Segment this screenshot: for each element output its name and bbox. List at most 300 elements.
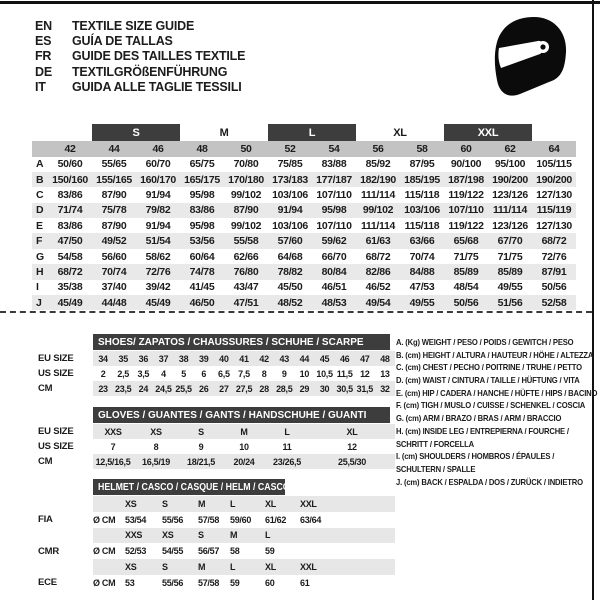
value-cell: 39: [199, 353, 209, 364]
row-label: CM: [38, 456, 53, 467]
size-value-cell: 95/100: [494, 158, 526, 171]
size-value-cell: 44/48: [101, 296, 127, 309]
spacer-cell: [532, 124, 576, 141]
size-value-cell: 75/85: [277, 158, 303, 171]
size-value-cell: 39/42: [145, 281, 171, 294]
size-value-cell: 48/52: [277, 296, 303, 309]
spacer-cell: [93, 559, 125, 575]
size-value-cell: 91/94: [145, 219, 171, 232]
size-value-cell: 103/106: [272, 188, 308, 201]
size-value-cell: 49/52: [101, 235, 127, 248]
value-cell: L: [284, 426, 290, 437]
row-letter: C: [36, 188, 44, 201]
size-value-cell: 47/50: [57, 235, 83, 248]
value-cell: 46: [339, 353, 350, 364]
value-cell: 11: [282, 441, 292, 452]
size-header-row: [32, 141, 576, 157]
language-title: GUIDE DES TAILLES TEXTILE: [72, 49, 246, 64]
spacer-cell: [93, 528, 125, 544]
homologation-label: FIA: [38, 514, 53, 526]
size-value-cell: 103/106: [272, 219, 308, 232]
size-value-cell: 99/102: [230, 219, 262, 232]
size-value-cell: 61/63: [365, 235, 391, 248]
size-value-cell: 46/52: [365, 281, 391, 294]
measurement-row: [32, 218, 576, 233]
value-cell: 25,5: [175, 383, 192, 394]
value-cell: 40: [219, 353, 229, 364]
helmet-size-cell: M: [198, 498, 206, 509]
language-code: EN: [35, 18, 52, 33]
helmet-size-cell: XXL: [300, 498, 317, 509]
size-value-cell: 111/114: [360, 219, 396, 232]
value-cell: XL: [346, 426, 358, 437]
value-cell: 29: [299, 383, 310, 394]
value-cell: 47: [360, 353, 370, 364]
size-value-cell: 127/130: [536, 188, 572, 201]
size-value-cell: 70/74: [409, 250, 435, 263]
size-value-cell: 170/180: [228, 173, 264, 186]
size-value-cell: 80/84: [321, 265, 347, 278]
helmet-table: [30, 479, 395, 591]
value-cell: 55/56: [162, 514, 184, 525]
value-cell: 24: [138, 383, 149, 394]
size-header-cell: 46: [152, 142, 164, 155]
size-value-cell: 70/74: [101, 265, 127, 278]
size-value-cell: 107/110: [316, 188, 352, 201]
size-group-row: [32, 124, 576, 141]
size-group-m: M: [219, 126, 229, 139]
size-value-cell: 78/82: [277, 265, 303, 278]
helmet-value-row: [30, 575, 395, 591]
spacer-cell: [30, 479, 93, 495]
helmet-size-cell: XL: [265, 562, 276, 573]
size-value-cell: 173/183: [272, 173, 308, 186]
size-value-cell: 123/126: [492, 219, 528, 232]
row-label: EU SIZE: [38, 426, 74, 437]
helmet-sizes: [93, 496, 395, 512]
value-cell: S: [198, 426, 204, 437]
value-cell: XXS: [104, 426, 122, 437]
gloves-row: [30, 424, 395, 439]
size-value-cell: 57/60: [277, 235, 303, 248]
size-value-cell: 68/72: [57, 265, 83, 278]
size-value-cell: 190/200: [536, 173, 572, 186]
size-header-cell: 56: [372, 142, 384, 155]
size-header-cell: 64: [548, 142, 560, 155]
value-cell: 56/57: [198, 546, 220, 557]
legend-line: SCHRITT / FORCELLA: [396, 438, 474, 449]
size-value-cell: 51/54: [145, 235, 171, 248]
gloves-table: [30, 407, 395, 469]
helmet-size-cell: M: [230, 530, 238, 541]
legend-line: B. (cm) HEIGHT / ALTURA / HAUTEUR / HÖHE / ALTEZZA: [396, 349, 594, 360]
size-value-cell: 49/55: [409, 296, 435, 309]
size-value-cell: 115/118: [404, 188, 440, 201]
size-value-cell: 53/56: [189, 235, 215, 248]
value-cell: 28,5: [276, 383, 293, 394]
value-cell: 45: [319, 353, 330, 364]
size-value-cell: 90/100: [450, 158, 482, 171]
measurement-row: [32, 295, 576, 310]
size-value-cell: 60/64: [189, 250, 215, 263]
helmet-values: [93, 575, 395, 591]
size-value-cell: 111/114: [360, 188, 396, 201]
gloves-row: [30, 454, 395, 469]
helmet-size-cell: L: [230, 498, 236, 509]
value-cell: 57/58: [198, 514, 220, 525]
gloves-row: [30, 439, 395, 454]
spacer-cell: [93, 496, 125, 512]
size-value-cell: 127/130: [536, 219, 572, 232]
size-value-cell: 105/115: [536, 158, 572, 171]
size-value-cell: 72/76: [145, 265, 171, 278]
value-cell: 59/60: [230, 514, 252, 525]
row-letter: H: [36, 265, 44, 278]
size-value-cell: 177/187: [316, 173, 352, 186]
size-value-cell: 43/47: [233, 281, 259, 294]
helmet-size-row: [30, 496, 395, 512]
legend-line: F. (cm) TIGH / MUSLO / CUISSE / SCHENKEL / COSCIA: [396, 400, 586, 411]
size-value-cell: 87/91: [541, 265, 567, 278]
value-cell: 37: [158, 353, 169, 364]
size-value-cell: 45/49: [57, 296, 83, 309]
spacer-cell: [30, 334, 93, 350]
value-cell: 9: [281, 368, 287, 379]
row-letter: F: [36, 235, 43, 248]
size-value-cell: 51/56: [497, 296, 523, 309]
language-code: ES: [35, 33, 52, 48]
value-cell: 23,5: [115, 383, 132, 394]
size-header-cell: 42: [64, 142, 76, 155]
size-value-cell: 79/82: [145, 204, 171, 217]
helmet-size-cell: S: [162, 498, 168, 509]
size-value-cell: 41/45: [189, 281, 215, 294]
size-value-cell: 47/53: [409, 281, 435, 294]
diameter-unit: Ø CM: [93, 514, 116, 525]
size-value-cell: 37/40: [101, 281, 127, 294]
size-value-cell: 95/98: [321, 204, 347, 217]
value-cell: 35: [118, 353, 128, 364]
value-cell: 23/26,5: [273, 456, 301, 467]
helmet-values: [93, 512, 395, 528]
value-cell: 63/64: [300, 514, 322, 525]
row-letter: E: [36, 219, 43, 232]
value-cell: 61: [300, 577, 310, 588]
size-value-cell: 65/68: [453, 235, 479, 248]
value-cell: 58: [230, 546, 240, 557]
size-value-cell: 45/50: [277, 281, 303, 294]
value-cell: 36: [138, 353, 149, 364]
value-cell: 42: [259, 353, 269, 364]
shoes-title: SHOES/ ZAPATOS / CHAUSSURES / SCHUHE / SCARPE: [98, 336, 364, 348]
gloves-title: GLOVES / GUANTES / GANTS / HANDSCHUHE / GUANTI: [98, 409, 367, 421]
size-value-cell: 67/70: [497, 235, 523, 248]
helmet-size-cell: S: [162, 562, 168, 573]
size-value-cell: 123/126: [492, 188, 528, 201]
shoes-values: [93, 366, 395, 381]
legend-line: G. (cm) ARM / BRAZO / BRAS / ARM / BRACCIO: [396, 413, 562, 424]
value-cell: 4: [161, 368, 166, 379]
size-value-cell: 66/70: [321, 250, 347, 263]
value-cell: 9: [198, 441, 204, 452]
size-value-cell: 56/60: [101, 250, 127, 263]
legend-line: E. (cm) HIP / CADERA / HANCHE / HÜFTE / HIPS / BACINO: [396, 387, 598, 398]
size-value-cell: 76/80: [233, 265, 259, 278]
right-border-line: [592, 0, 594, 600]
size-value-cell: 182/190: [360, 173, 396, 186]
size-value-cell: 72/76: [541, 250, 567, 263]
measurement-rows: [32, 157, 576, 311]
size-value-cell: 82/86: [365, 265, 391, 278]
homologation-label: CMR: [38, 545, 60, 557]
language-row: [35, 33, 245, 48]
shoes-row: [30, 366, 395, 381]
legend-line: J. (cm) BACK / ESPALDA / DOS / ZURÜCK / INDIETRO: [396, 476, 583, 487]
gloves-values: [93, 439, 395, 454]
legend-line: SCHULTERN / SPALLE: [396, 463, 476, 474]
size-header-cell: 52: [284, 142, 296, 155]
size-value-cell: 155/165: [96, 173, 132, 186]
size-value-cell: 50/56: [453, 296, 479, 309]
size-header-cell: 48: [196, 142, 208, 155]
size-header-cell: 62: [504, 142, 516, 155]
value-cell: 54/55: [162, 546, 184, 557]
size-value-cell: 50/60: [57, 158, 83, 171]
size-value-cell: 187/198: [448, 173, 484, 186]
size-value-cell: 87/95: [409, 158, 435, 171]
measurement-row: [32, 157, 576, 172]
shoes-row: [30, 351, 395, 366]
row-label: CM: [38, 383, 53, 394]
spacer-cell: [30, 528, 93, 544]
size-value-cell: 75/78: [101, 204, 127, 217]
value-cell: 8: [261, 368, 267, 379]
size-value-cell: 46/50: [189, 296, 215, 309]
size-value-cell: 119/122: [448, 219, 484, 232]
helmet-value-row: [30, 543, 395, 559]
language-code: FR: [35, 49, 52, 64]
value-cell: 16,5/19: [142, 456, 170, 467]
helmet-value-row: [30, 512, 395, 528]
shoes-values: [93, 381, 395, 396]
legend-line: A. (Kg) WEIGHT / PESO / POIDS / GEWITCH / PESO: [396, 337, 574, 347]
value-cell: 61/62: [265, 514, 287, 525]
language-title: TEXTILGRÖßENFÜHRUNG: [72, 64, 228, 79]
value-cell: 3,5: [137, 368, 150, 379]
row-letter: D: [36, 204, 44, 217]
helmet-size-cell: XXS: [125, 530, 143, 541]
spacer-cell: [48, 124, 92, 141]
size-value-cell: 48/54: [453, 281, 479, 294]
measurement-row: [32, 280, 576, 295]
size-value-cell: 70/80: [233, 158, 259, 171]
value-cell: 32: [380, 383, 390, 394]
value-cell: 48: [380, 353, 390, 364]
helmet-title-bar: [93, 479, 290, 495]
top-border-line: [0, 1, 600, 4]
gloves-title-row: [30, 407, 395, 423]
value-cell: 41: [239, 353, 249, 364]
value-cell: 53: [125, 577, 135, 588]
helmet-size-cell: XXL: [300, 562, 317, 573]
size-header-cell: 60: [460, 142, 472, 155]
size-value-cell: 87/90: [101, 219, 127, 232]
value-cell: 44: [299, 353, 310, 364]
measurement-row: [32, 203, 576, 218]
measurement-row: [32, 264, 576, 279]
shoes-title-bar: [93, 334, 390, 350]
size-value-cell: 63/66: [409, 235, 435, 248]
row-label: US SIZE: [38, 441, 74, 452]
size-value-cell: 71/74: [57, 204, 83, 217]
legend-line: H. (cm) INSIDE LEG / ENTREPIERNA / FOURCHE /: [396, 425, 569, 436]
value-cell: 13: [380, 368, 390, 379]
size-value-cell: 87/90: [101, 188, 127, 201]
value-cell: 28: [259, 383, 269, 394]
size-value-cell: 84/88: [409, 265, 435, 278]
language-title: GUIDA ALLE TAGLIE TESSILI: [72, 79, 242, 94]
value-cell: 2: [100, 368, 106, 379]
helmet-size-cell: S: [198, 530, 204, 541]
helmet-icon: [488, 14, 570, 109]
spacer-cell: [30, 496, 93, 512]
size-value-cell: 85/92: [365, 158, 391, 171]
value-cell: 12: [360, 368, 370, 379]
value-cell: 20/24: [233, 456, 255, 467]
size-value-cell: 83/86: [57, 219, 83, 232]
helmet-size-row: [30, 528, 395, 544]
helmet-title-row: [30, 479, 395, 495]
size-value-cell: 60/70: [145, 158, 171, 171]
value-cell: 12,5/16,5: [95, 456, 131, 467]
size-value-cell: 68/72: [365, 250, 391, 263]
value-cell: 25,5/30: [338, 456, 366, 467]
value-cell: 30: [319, 383, 330, 394]
value-cell: 30,5: [336, 383, 353, 394]
gloves-values: [93, 424, 395, 439]
size-value-cell: 190/200: [492, 173, 528, 186]
size-value-cell: 52/58: [541, 296, 567, 309]
spacer-cell: [30, 407, 93, 423]
size-value-cell: 115/118: [404, 219, 440, 232]
size-group-s: S: [92, 124, 180, 141]
value-cell: 27,5: [235, 383, 253, 394]
size-value-cell: 85/89: [453, 265, 479, 278]
value-cell: 57/58: [198, 577, 220, 588]
shoes-values: [93, 351, 395, 366]
size-value-cell: 58/62: [145, 250, 171, 263]
gloves-values: [93, 454, 395, 469]
measurement-row: [32, 172, 576, 187]
value-cell: 7: [110, 441, 116, 452]
size-value-cell: 49/55: [497, 281, 523, 294]
size-value-cell: 107/110: [316, 219, 352, 232]
diameter-unit: Ø CM: [93, 546, 116, 557]
spacer-cell: [32, 124, 48, 141]
size-value-cell: 45/49: [145, 296, 171, 309]
value-cell: XS: [150, 426, 162, 437]
language-title: TEXTILE SIZE GUIDE: [72, 18, 195, 33]
homologation-label: ECE: [38, 577, 57, 589]
size-value-cell: 68/72: [541, 235, 567, 248]
size-value-cell: 103/106: [404, 204, 440, 217]
legend-line: D. (cm) WAIST / CINTURA / TAILLE / HÜFTUNG / VITA: [396, 375, 580, 386]
size-value-cell: 54/58: [57, 250, 83, 263]
size-value-cell: 99/102: [230, 188, 262, 201]
helmet-values: [93, 543, 395, 559]
size-value-cell: 74/78: [189, 265, 215, 278]
value-cell: 38: [178, 353, 189, 364]
language-row: [35, 18, 245, 33]
size-value-cell: 107/110: [448, 204, 484, 217]
size-value-cell: 185/195: [404, 173, 440, 186]
measurement-legend: [396, 336, 600, 488]
size-value-cell: 48/53: [321, 296, 347, 309]
language-header: [35, 18, 245, 94]
row-label: US SIZE: [38, 368, 74, 379]
helmet-sizes: [93, 528, 395, 544]
language-row: [35, 79, 245, 94]
size-value-cell: 50/56: [541, 281, 567, 294]
size-value-cell: 85/89: [497, 265, 523, 278]
value-cell: 55/56: [162, 577, 184, 588]
row-label: EU SIZE: [38, 353, 74, 364]
value-cell: 43: [279, 353, 289, 364]
value-cell: 10: [299, 368, 310, 379]
shoes-title-row: [30, 334, 395, 350]
value-cell: 10,5: [316, 368, 333, 379]
size-value-cell: 91/94: [145, 188, 171, 201]
value-cell: 2,5: [117, 368, 129, 379]
helmet-size-cell: M: [198, 562, 206, 573]
size-value-cell: 160/170: [140, 173, 176, 186]
size-header-cell: 50: [240, 142, 252, 155]
size-value-cell: 55/65: [101, 158, 127, 171]
value-cell: 31,5: [356, 383, 373, 394]
spacer-cell: [30, 559, 93, 575]
row-letter: G: [36, 250, 44, 263]
value-cell: 59: [230, 577, 240, 588]
shoes-row: [30, 381, 395, 396]
value-cell: 27: [219, 383, 229, 394]
size-value-cell: 65/75: [189, 158, 215, 171]
size-value-cell: 95/98: [189, 188, 215, 201]
textile-size-table: [32, 124, 576, 310]
size-value-cell: 87/90: [233, 204, 259, 217]
size-value-cell: 55/58: [233, 235, 259, 248]
legend-line: C. (cm) CHEST / PECHO / POITRINE / TRUHE / PETTO: [396, 362, 582, 373]
language-code: DE: [35, 64, 52, 79]
measurement-row: [32, 187, 576, 202]
size-value-cell: 95/98: [189, 219, 215, 232]
value-cell: 59: [265, 546, 275, 557]
size-header-cell: 54: [328, 142, 340, 155]
size-value-cell: 83/86: [57, 188, 83, 201]
value-cell: 6,5: [218, 368, 230, 379]
measurement-row: [32, 249, 576, 264]
legend-line: I. (cm) SHOULDERS / HOMBROS / ÉPAULES /: [396, 451, 555, 462]
value-cell: 10: [239, 441, 249, 452]
helmet-size-row: [30, 559, 395, 575]
value-cell: 26: [199, 383, 209, 394]
value-cell: 12: [347, 441, 357, 452]
size-value-cell: 62/66: [233, 250, 259, 263]
value-cell: 24,5: [155, 383, 172, 394]
helmet-title: HELMET / CASCO / CASQUE / HELM / CASCO: [98, 481, 290, 493]
language-code: IT: [35, 79, 46, 94]
shoes-table: [30, 334, 395, 396]
value-cell: 60: [265, 577, 275, 588]
